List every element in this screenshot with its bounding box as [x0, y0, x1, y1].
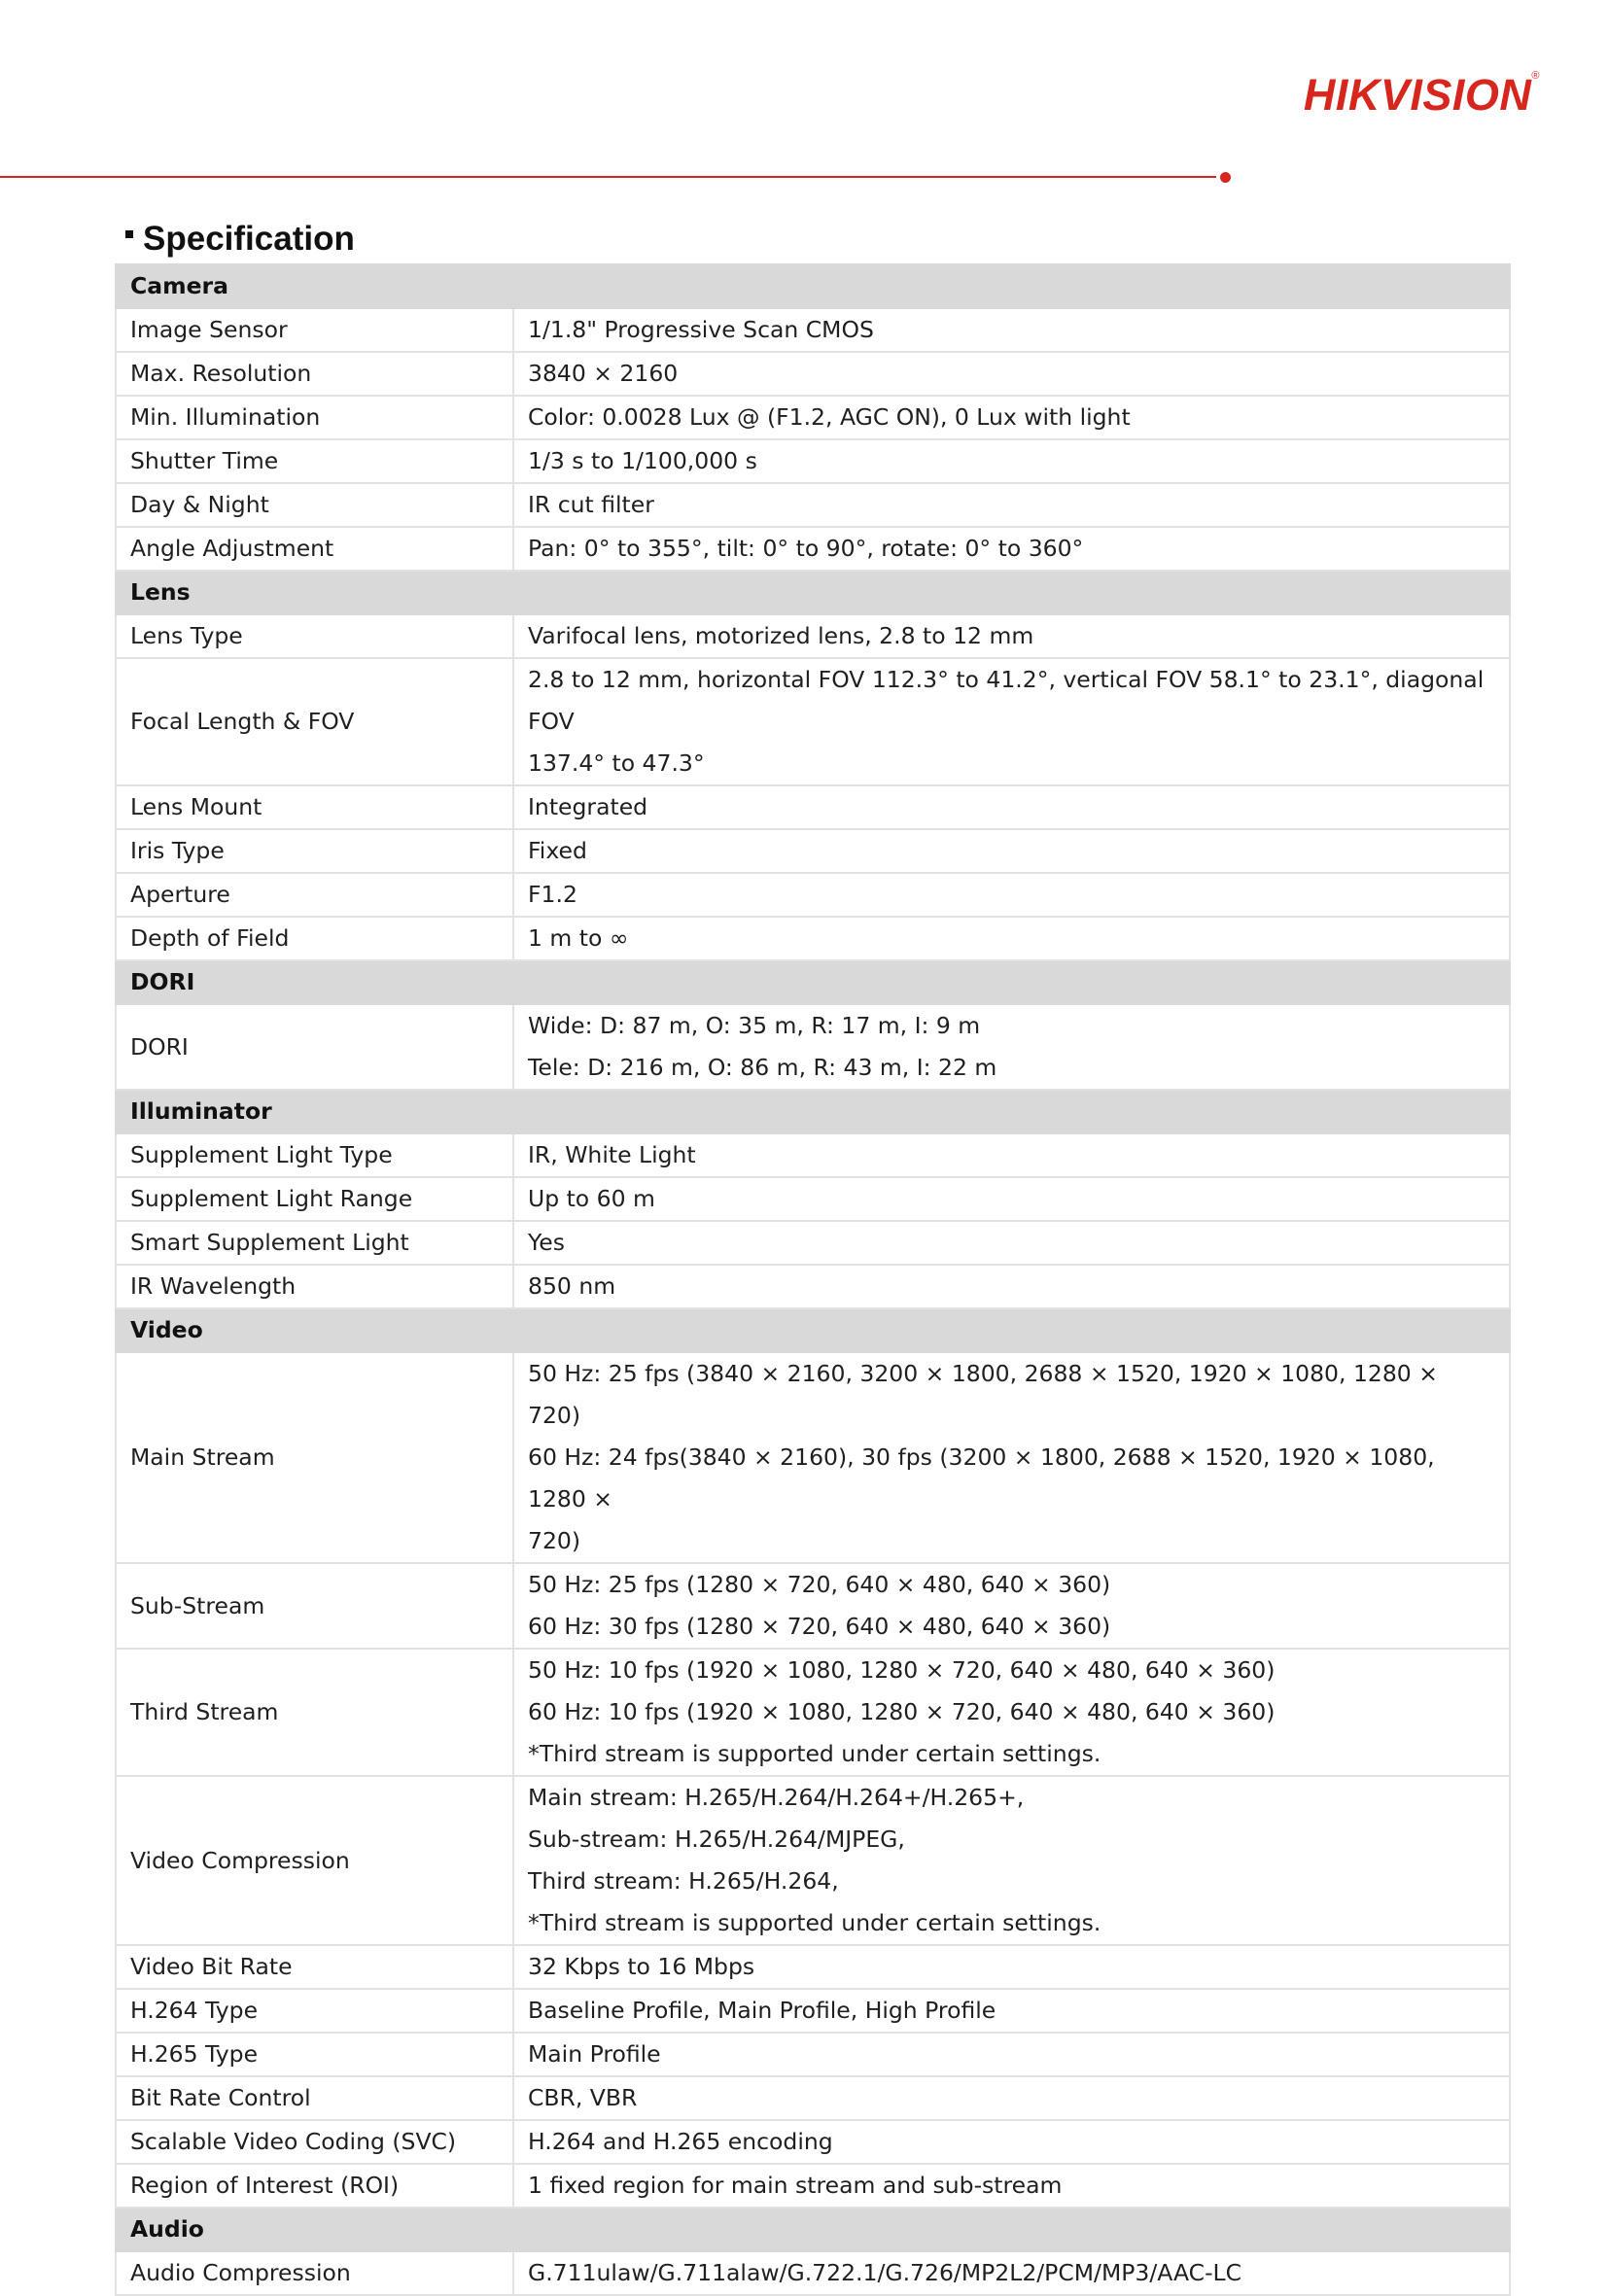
spec-label: Lens Type	[116, 614, 513, 658]
spec-row	[116, 2120, 1510, 2164]
spec-value	[513, 1177, 1510, 1221]
spec-value-line: *Third stream is supported under certain settings.	[528, 1740, 1101, 1767]
registered-mark: ®	[1531, 70, 1540, 82]
spec-value	[513, 829, 1510, 873]
spec-value	[513, 483, 1510, 527]
spec-row	[116, 829, 1510, 873]
spec-value-line: 2.8 to 12 mm, horizontal FOV 112.3° to 41.2°, vertical FOV 58.1° to 23.1°, diagonal FOV	[528, 666, 1485, 735]
spec-value	[513, 308, 1510, 352]
spec-value-line: Pan: 0° to 355°, tilt: 0° to 90°, rotate: 0° to 360°	[528, 535, 1084, 562]
category-label: Illuminator	[116, 1090, 1510, 1133]
spec-value	[513, 396, 1510, 439]
spec-row	[116, 2164, 1510, 2208]
spec-value	[513, 917, 1510, 960]
spec-value-line: 50 Hz: 10 fps (1920 × 1080, 1280 × 720, 640 × 480, 640 × 360)	[528, 1656, 1276, 1684]
spec-row	[116, 1004, 1510, 1090]
spec-value-line: 137.4° to 47.3°	[528, 749, 705, 777]
category-row	[116, 2208, 1510, 2251]
spec-value-line: IR cut filter	[528, 491, 654, 518]
spec-label: IR Wavelength	[116, 1265, 513, 1308]
spec-value	[513, 2164, 1510, 2208]
spec-row	[116, 1945, 1510, 1989]
spec-row	[116, 1133, 1510, 1177]
spec-label: Shutter Time	[116, 439, 513, 483]
spec-row	[116, 1352, 1510, 1563]
spec-value-line: Third stream: H.265/H.264,	[528, 1867, 839, 1895]
spec-label: Region of Interest (ROI)	[116, 2164, 513, 2208]
spec-value	[513, 1221, 1510, 1265]
spec-row	[116, 873, 1510, 917]
spec-value	[513, 2251, 1510, 2295]
spec-label: Video Bit Rate	[116, 1945, 513, 1989]
spec-label: Supplement Light Type	[116, 1133, 513, 1177]
spec-value	[513, 785, 1510, 829]
bullet-icon	[125, 230, 133, 238]
category-label: DORI	[116, 960, 1510, 1004]
spec-row	[116, 352, 1510, 396]
spec-value-line: *Third stream is supported under certain settings.	[528, 1909, 1101, 1936]
spec-value-line: 60 Hz: 10 fps (1920 × 1080, 1280 × 720, 640 × 480, 640 × 360)	[528, 1698, 1276, 1725]
spec-row	[116, 1265, 1510, 1308]
spec-table	[115, 263, 1511, 2296]
spec-value-line: Tele: D: 216 m, O: 86 m, R: 43 m, I: 22 m	[528, 1054, 997, 1081]
spec-value-line: 1 m to ∞	[528, 924, 629, 952]
spec-row	[116, 917, 1510, 960]
spec-value-line: 3840 × 2160	[528, 360, 679, 387]
section-title	[125, 220, 355, 259]
spec-value	[513, 352, 1510, 396]
spec-label: Focal Length & FOV	[116, 658, 513, 785]
spec-label: H.265 Type	[116, 2033, 513, 2076]
spec-label: Smart Supplement Light	[116, 1221, 513, 1265]
spec-row	[116, 1563, 1510, 1649]
hikvision-logo	[1304, 70, 1540, 121]
spec-row	[116, 2033, 1510, 2076]
header-divider	[0, 176, 1216, 178]
spec-value-line: IR, White Light	[528, 1141, 696, 1168]
spec-row	[116, 785, 1510, 829]
spec-label: Day & Night	[116, 483, 513, 527]
spec-value-line: Yes	[528, 1229, 565, 1256]
category-label: Lens	[116, 571, 1510, 614]
spec-row	[116, 1177, 1510, 1221]
spec-label: DORI	[116, 1004, 513, 1090]
spec-value	[513, 2120, 1510, 2164]
spec-value-line: Sub-stream: H.265/H.264/MJPEG,	[528, 1826, 905, 1853]
spec-value-line: Baseline Profile, Main Profile, High Profile	[528, 1997, 996, 2024]
spec-value	[513, 1989, 1510, 2033]
category-row	[116, 1308, 1510, 1352]
spec-value-line: Varifocal lens, motorized lens, 2.8 to 12 mm	[528, 622, 1034, 649]
spec-row	[116, 1776, 1510, 1945]
spec-row	[116, 614, 1510, 658]
spec-value-line: Integrated	[528, 793, 648, 820]
spec-value-line: F1.2	[528, 881, 577, 908]
spec-value-line: Main Profile	[528, 2040, 661, 2068]
spec-row	[116, 1649, 1510, 1776]
spec-label: Main Stream	[116, 1352, 513, 1563]
spec-label: Lens Mount	[116, 785, 513, 829]
spec-value-line: 850 nm	[528, 1272, 616, 1300]
spec-row	[116, 483, 1510, 527]
spec-label: Aperture	[116, 873, 513, 917]
spec-row	[116, 1989, 1510, 2033]
spec-value-line: Color: 0.0028 Lux @ (F1.2, AGC ON), 0 Lux with light	[528, 403, 1131, 431]
spec-row	[116, 2251, 1510, 2295]
category-row	[116, 1090, 1510, 1133]
category-label: Audio	[116, 2208, 1510, 2251]
spec-value-line: 50 Hz: 25 fps (1280 × 720, 640 × 480, 640 × 360)	[528, 1571, 1111, 1598]
spec-value	[513, 2076, 1510, 2120]
spec-value	[513, 1563, 1510, 1649]
spec-value	[513, 439, 1510, 483]
category-label: Camera	[116, 264, 1510, 308]
spec-value-line: 1/3 s to 1/100,000 s	[528, 447, 757, 474]
spec-value-line: 50 Hz: 25 fps (3840 × 2160, 3200 × 1800, 2688 × 1520, 1920 × 1080, 1280 × 720)	[528, 1360, 1438, 1429]
spec-row	[116, 439, 1510, 483]
category-row	[116, 264, 1510, 308]
spec-value-line: Up to 60 m	[528, 1185, 655, 1212]
spec-label: Scalable Video Coding (SVC)	[116, 2120, 513, 2164]
spec-label: H.264 Type	[116, 1989, 513, 2033]
spec-value	[513, 873, 1510, 917]
spec-label: Bit Rate Control	[116, 2076, 513, 2120]
spec-value-line: H.264 and H.265 encoding	[528, 2128, 833, 2155]
section-title-text: Specification	[143, 220, 355, 258]
spec-value-line: Fixed	[528, 837, 587, 864]
spec-label: Supplement Light Range	[116, 1177, 513, 1221]
spec-label: Depth of Field	[116, 917, 513, 960]
spec-label: Third Stream	[116, 1649, 513, 1776]
spec-value-line: CBR, VBR	[528, 2084, 638, 2111]
spec-label: Audio Compression	[116, 2251, 513, 2295]
category-row	[116, 960, 1510, 1004]
logo-text: HIKVISION	[1303, 70, 1532, 120]
spec-value	[513, 2033, 1510, 2076]
category-row	[116, 571, 1510, 614]
spec-label: Video Compression	[116, 1776, 513, 1945]
spec-label: Max. Resolution	[116, 352, 513, 396]
spec-value	[513, 1265, 1510, 1308]
spec-row	[116, 2076, 1510, 2120]
spec-label: Iris Type	[116, 829, 513, 873]
spec-table-body	[116, 264, 1510, 2295]
spec-row	[116, 308, 1510, 352]
spec-value	[513, 614, 1510, 658]
spec-value	[513, 1649, 1510, 1776]
spec-value	[513, 1776, 1510, 1945]
header-divider-dot	[1220, 172, 1231, 183]
spec-value-line: Main stream: H.265/H.264/H.264+/H.265+,	[528, 1784, 1025, 1811]
spec-value-line: 32 Kbps to 16 Mbps	[528, 1953, 755, 1980]
spec-row	[116, 527, 1510, 571]
spec-value	[513, 1133, 1510, 1177]
spec-row	[116, 396, 1510, 439]
spec-value-line: 1 fixed region for main stream and sub-stream	[528, 2172, 1063, 2199]
spec-label: Sub-Stream	[116, 1563, 513, 1649]
spec-value	[513, 1004, 1510, 1090]
spec-row	[116, 1221, 1510, 1265]
spec-label: Min. Illumination	[116, 396, 513, 439]
spec-row	[116, 658, 1510, 785]
spec-value	[513, 658, 1510, 785]
spec-value	[513, 527, 1510, 571]
spec-value-line: 60 Hz: 30 fps (1280 × 720, 640 × 480, 640 × 360)	[528, 1613, 1111, 1640]
spec-value-line: G.711ulaw/G.711alaw/G.722.1/G.726/MP2L2/PCM/MP3/AAC-LC	[528, 2259, 1242, 2286]
spec-value-line: 720)	[528, 1527, 581, 1554]
spec-value	[513, 1945, 1510, 1989]
category-label: Video	[116, 1308, 1510, 1352]
spec-value	[513, 1352, 1510, 1563]
spec-label: Image Sensor	[116, 308, 513, 352]
spec-value-line: 1/1.8" Progressive Scan CMOS	[528, 316, 874, 343]
spec-label: Angle Adjustment	[116, 527, 513, 571]
spec-value-line: Wide: D: 87 m, O: 35 m, R: 17 m, I: 9 m	[528, 1012, 981, 1039]
spec-value-line: 60 Hz: 24 fps(3840 × 2160), 30 fps (3200 × 1800, 2688 × 1520, 1920 × 1080, 1280 ×	[528, 1444, 1435, 1513]
